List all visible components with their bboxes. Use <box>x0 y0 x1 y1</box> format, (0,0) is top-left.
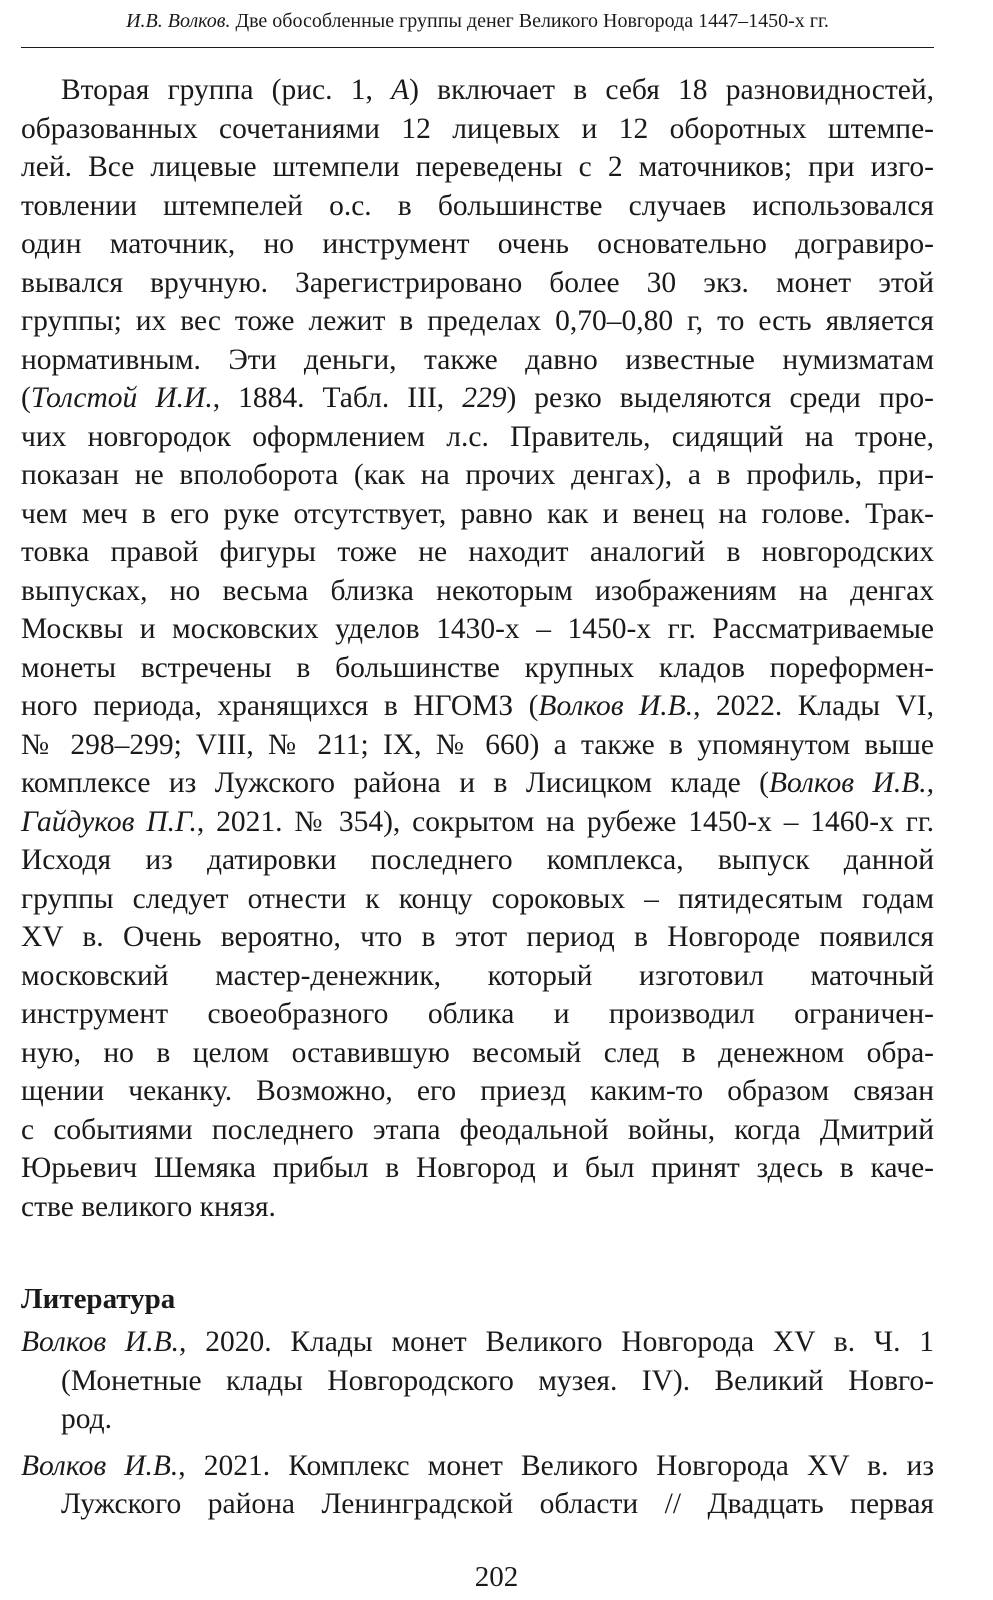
italic-run: Гайдуков П.Г. <box>21 805 197 838</box>
body-line <box>21 1034 934 1073</box>
reference-line <box>21 1362 934 1401</box>
body-line <box>21 302 934 341</box>
body-text <box>21 71 934 1226</box>
text-run: Юрьевич Шемяка прибыл в Новгород и был принят здесь в каче- <box>21 1152 934 1184</box>
text-run: (Монетные клады Новгородского музея. IV). Великий Новго- <box>61 1364 934 1397</box>
text-run: вывался вручную. Зарегистрировано более 30 экз. монет этой <box>21 266 934 299</box>
text-run: щении чеканку. Возможно, его приезд каким-то образом связан <box>21 1075 934 1107</box>
text-run: ную, но в целом оставившую весомый след в денежном обра- <box>21 1036 934 1069</box>
text-run: , 2021. Комплекс монет Великого Новгорода XV в. из <box>178 1449 934 1482</box>
text-run: комплексе из Лужского района и в Лисицком кладе ( <box>21 767 769 799</box>
body-line <box>21 918 934 957</box>
page-number: 202 <box>474 1561 519 1593</box>
reference-line <box>21 1400 934 1439</box>
body-line <box>21 880 934 919</box>
text-run: чем меч в его руке отсутствует, равно как и венец на голове. Трак- <box>21 497 934 530</box>
body-line <box>21 418 934 457</box>
text-run: род. <box>61 1403 113 1435</box>
text-run: ) включает в себя 18 разновидностей, <box>409 74 934 106</box>
body-line <box>21 764 934 803</box>
body-line <box>21 995 934 1034</box>
text-run: группы следует отнести к концу сороковых – пятидесятым годам <box>21 882 934 915</box>
text-run: , 2020. Клады монет Великого Новгорода XV в. Ч. 1 <box>179 1326 935 1358</box>
text-run: ного периода, хранящихся в НГОМЗ ( <box>21 690 539 722</box>
header-rule <box>21 47 934 48</box>
body-line <box>21 148 934 187</box>
text-run: выпусках, но весьма близка некоторым изображениям на денгах <box>21 574 934 607</box>
text-run: XV в. Очень вероятно, что в этот период в Новгороде появился <box>21 921 934 953</box>
text-run: нормативным. Эти деньги, также давно известные нумизматам <box>21 343 934 376</box>
italic-run: Волков И.В., <box>768 767 934 799</box>
text-run: № 298–299; VIII, № 211; IX, № 660) а также в упомянутом выше <box>21 728 934 761</box>
text-run: инструмент своеобразного облика и производил ограничен- <box>21 998 934 1030</box>
text-run: группы; их вес тоже лежит в пределах 0,70–0,80 г, то есть является <box>21 305 934 337</box>
body-line <box>21 957 934 996</box>
body-line <box>21 1072 934 1111</box>
text-run: Москвы и московских уделов 1430-х – 1450-х гг. Рассматриваемые <box>21 613 934 645</box>
body-line <box>21 187 934 226</box>
reference-entry <box>21 1447 934 1524</box>
text-run: , 1884. Табл. III, <box>212 382 463 414</box>
reference-line <box>21 1323 934 1362</box>
text-run: лей. Все лицевые штемпели переведены с 2 маточников; при изго- <box>21 151 934 183</box>
reference-line <box>21 1447 934 1486</box>
body-line <box>21 264 934 303</box>
running-head-author: И.В. Волков. <box>126 10 231 32</box>
text-run: Лужского района Ленинградской области // Двадцать первая <box>61 1488 934 1520</box>
body-line <box>21 649 934 688</box>
text-run: ( <box>21 382 31 414</box>
italic-run: Волков И.В. <box>21 1326 180 1358</box>
body-line <box>21 610 934 649</box>
text-run: , 2021. № 354), сокрытом на рубеже 1450-х – 1460-х гг. <box>196 805 934 838</box>
body-line <box>21 110 934 149</box>
literature-heading: Литература <box>21 1283 176 1315</box>
body-line <box>21 379 934 418</box>
text-run: товка правой фигуры тоже не находит аналогий в новгородских <box>21 536 934 568</box>
text-run: с событиями последнего этапа феодальной войны, когда Дмитрий <box>21 1113 934 1146</box>
body-line <box>21 533 934 572</box>
body-line <box>21 341 934 380</box>
text-run: один маточник, но инструмент очень основательно догравиро- <box>21 228 934 260</box>
text-run: Вторая группа (рис. 1, <box>61 74 392 106</box>
text-run: ) резко выделяются среди про- <box>506 382 934 414</box>
body-line <box>21 572 934 611</box>
body-line <box>21 71 934 110</box>
body-line <box>21 726 934 765</box>
reference-entry <box>21 1323 934 1439</box>
body-line <box>21 803 934 842</box>
text-run: образованных сочетаниями 12 лицевых и 12 оборотных штемпе- <box>21 112 934 145</box>
italic-run: 229 <box>462 382 507 414</box>
text-run: московский мастер-денежник, который изготовил маточный <box>21 959 934 992</box>
italic-run: Толстой И.И. <box>30 382 213 414</box>
italic-run: А <box>391 74 410 106</box>
body-line <box>21 456 934 495</box>
literature-list <box>21 1323 934 1532</box>
text-run: чих новгородок оформлением л.с. Правитель, сидящий на троне, <box>21 420 934 453</box>
running-head <box>21 7 934 35</box>
italic-run: Волков И.В. <box>538 690 694 722</box>
body-line <box>21 1188 934 1227</box>
body-line <box>21 1149 934 1188</box>
text-run: товлении штемпелей о.с. в большинстве случаев использовался <box>21 189 934 222</box>
body-line <box>21 1111 934 1150</box>
text-run: Исходя из датировки последнего комплекса, выпуск данной <box>21 844 934 876</box>
text-run: монеты встречены в большинстве крупных кладов пореформен- <box>21 651 934 684</box>
text-run: , 2022. Клады VI, <box>693 690 935 722</box>
text-run: стве великого князя. <box>21 1190 276 1223</box>
body-line <box>21 841 934 880</box>
italic-run: Волков И.В. <box>21 1449 179 1482</box>
text-run: показан не вполоборота (как на прочих денгах), а в профиль, при- <box>21 459 934 491</box>
body-line <box>21 225 934 264</box>
running-head-title: Две обособленные группы денег Великого Новгорода 1447–1450-х гг. <box>235 10 829 32</box>
body-line <box>21 495 934 534</box>
reference-line <box>21 1485 934 1524</box>
body-line <box>21 687 934 726</box>
